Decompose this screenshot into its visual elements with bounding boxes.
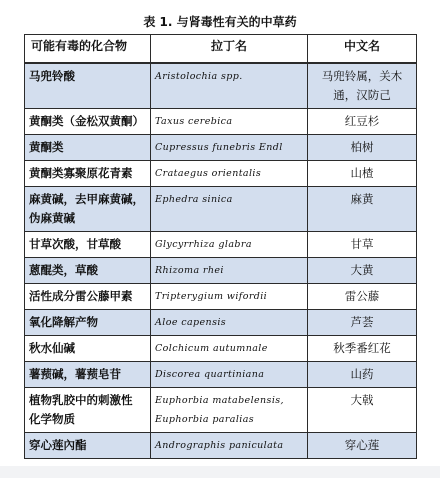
compound-cell [25,362,151,388]
chinese-name-cell-line: 马兜铃属，关木 [321,69,403,83]
latin-name-cell [151,109,308,135]
latin-name-cell [151,310,308,336]
compound-cell-line: 甘草次酸，甘草酸 [29,237,121,251]
compound-cell-line: 活性成分雷公藤甲素 [29,289,133,303]
chinese-name-cell-line: 穿心莲 [344,438,380,452]
latin-name-cell [151,362,308,388]
compound-cell-line: 氧化降解产物 [29,315,98,329]
header-row [25,35,417,64]
latin-name-cell-line: Colchicum autumnale [155,343,268,354]
latin-name-cell-line: Glycyrrhiza glabra [155,239,252,250]
chinese-name-cell [308,161,417,187]
compound-cell-line: 黄酮类寡聚原花青素 [29,166,133,180]
table-row [25,161,417,187]
chinese-name-cell [308,135,417,161]
chinese-name-cell-line: 山楂 [350,166,374,180]
chinese-name-cell-line: 秋季番红花 [333,341,391,355]
latin-name-cell [151,258,308,284]
chinese-name-cell [308,284,417,310]
compound-cell-line: 秋水仙碱 [29,341,75,355]
compound-cell [25,310,151,336]
latin-name-cell [151,433,308,459]
latin-name-cell-line: Euphorbia paralias [155,414,255,425]
table-row [25,310,417,336]
chinese-name-cell [308,232,417,258]
latin-name-cell-line: Discorea quartiniana [155,369,265,380]
latin-name-cell [151,284,308,310]
latin-name-cell-line: Taxus cerebica [155,116,233,127]
chinese-name-cell-line: 红豆杉 [344,114,380,128]
chinese-name-cell [308,310,417,336]
chinese-name-cell [308,362,417,388]
latin-name-cell-line: Tripterygium wifordii [155,291,268,302]
compound-cell [25,109,151,135]
compound-cell [25,284,151,310]
compound-cell-line: 植物乳胶中的刺激性 [29,393,133,407]
compound-cell-line: 麻黄碱，去甲麻黄碱， [29,192,144,206]
latin-name-cell [151,135,308,161]
latin-name-cell-line: Ephedra sinica [155,194,233,205]
table-row [25,109,417,135]
latin-name-cell-line: Aloe capensis [155,317,227,328]
latin-name-cell [151,63,308,109]
table-row [25,433,417,459]
table-row [25,336,417,362]
compound-cell [25,187,151,232]
table-row [25,63,417,109]
chinese-name-cell [308,109,417,135]
compound-cell [25,336,151,362]
latin-name-cell-line: Crataegus orientalis [155,168,262,179]
latin-name-cell-line: Rhizoma rhei [155,265,224,276]
chinese-name-cell-line: 大戟 [350,393,374,407]
compound-cell-line: 薯蓣碱，薯蓣皂苷 [29,367,121,381]
table-title: 表 1. 与肾毒性有关的中草药 [143,15,297,29]
table-row [25,258,417,284]
chinese-name-cell [308,258,417,284]
table-row [25,232,417,258]
compound-cell-line: 化学物质 [29,412,75,426]
compound-cell [25,161,151,187]
header-chinese-name: 中文名 [308,35,417,64]
latin-name-cell-line: Aristolochia spp. [155,71,243,82]
compound-cell-line: 马兜铃酸 [29,69,75,83]
latin-name-cell-line: Euphorbia matabelensis, [155,395,284,406]
table-row [25,135,417,161]
header-latin-name: 拉丁名 [151,35,308,64]
compound-cell-line: 黄酮类（金松双黄酮） [29,114,144,128]
latin-name-cell-line: Andrographis paniculata [155,440,284,451]
table-row [25,388,417,433]
compound-cell [25,232,151,258]
chinese-name-cell [308,63,417,109]
compound-cell-line: 伪麻黄碱 [29,211,75,225]
chinese-name-cell [308,187,417,232]
herb-table [24,34,417,459]
table-row [25,362,417,388]
latin-name-cell [151,336,308,362]
compound-cell [25,63,151,109]
chinese-name-cell-line: 大黄 [350,263,374,277]
chinese-name-cell-line: 甘草 [350,237,374,251]
chinese-name-cell-line: 山药 [350,367,374,381]
compound-cell [25,388,151,433]
compound-cell [25,258,151,284]
compound-cell-line: 黄酮类 [29,140,64,154]
chinese-name-cell-line: 麻黄 [350,192,374,206]
table-row [25,284,417,310]
latin-name-cell-line: Cupressus funebris Endl [155,142,283,153]
latin-name-cell [151,232,308,258]
chinese-name-cell [308,388,417,433]
chinese-name-cell-line: 雷公藤 [344,289,380,303]
chinese-name-cell [308,336,417,362]
latin-name-cell [151,187,308,232]
latin-name-cell [151,161,308,187]
chinese-name-cell-line: 芦荟 [350,315,374,329]
latin-name-cell [151,388,308,433]
chinese-name-cell-line: 通，汉防己 [333,88,391,102]
compound-cell-line: 穿心莲內酯 [29,438,87,452]
compound-cell-line: 蒽醌类，草酸 [29,263,98,277]
bottom-strip [0,466,440,478]
compound-cell [25,433,151,459]
header-compound: 可能有毒的化合物 [25,35,151,64]
table-row [25,187,417,232]
compound-cell [25,135,151,161]
table-body [25,63,417,459]
chinese-name-cell [308,433,417,459]
chinese-name-cell-line: 柏树 [350,140,374,154]
